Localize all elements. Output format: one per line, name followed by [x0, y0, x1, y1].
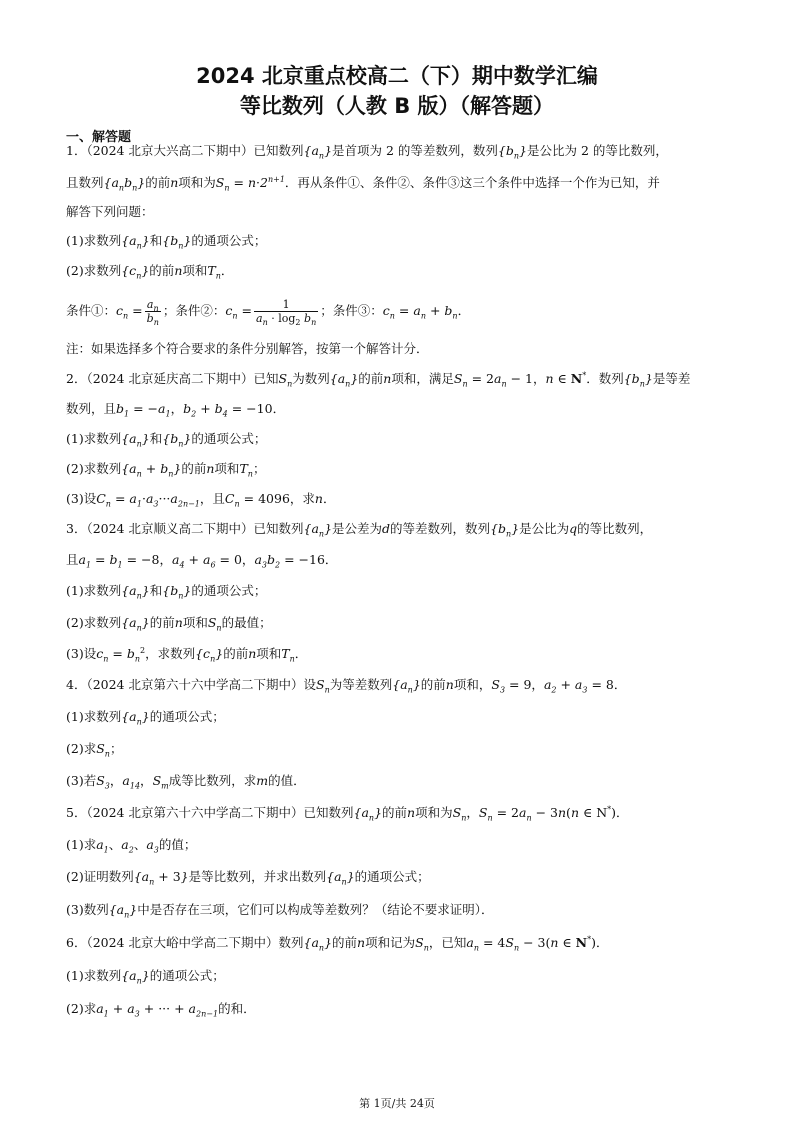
problem-4-line-1: 4．（2024 北京第六十六中学高二下期中）设$S_n$为等差数列$\{a_n\}$的前n项和，$S_3 = 9$，$a_2 + a_3 = 8$．	[66, 677, 627, 695]
problem-1-line-1: 1．（2024 北京大兴高二下期中）已知数列$\{a_n\}$是首项为 2 的等差数列，数列$\{b_n\}$是公比为 2 的等比数列，	[66, 143, 668, 161]
problem-3-question-2: (2)求数列$\{a_n\}$的前n项和$S_n$的最值；	[66, 615, 272, 633]
problem-1-note: 注：如果选择多个符合要求的条件分别解答，按第一个解答计分．	[66, 341, 429, 356]
problem-6-question-2: (2)求$a_1 + a_3$ + ··· + $a_{2n-1}$的和．	[66, 1001, 256, 1019]
problem-1-line-2: 且数列$\{a_nb_n\}$的前n项和为$S_n = n\cdot 2^{n+1}$．再从条件①、条件②、条件③这三个条件中选择一个作为已知，并	[66, 174, 660, 193]
problem-3-line-2: 且$a_1 = b_1 = -8$，$a_4 + a_6 = 0$，$a_3b_2 = -16$．	[66, 552, 338, 570]
problem-1-line-3: 解答下列问题：	[66, 204, 154, 219]
problem-2-line-2: 数列，且$b_1 = -a_1$，$b_2 + b_4 = -10$．	[66, 401, 286, 419]
problem-3-question-1: (1)求数列$\{a_n\}$和$\{b_n\}$的通项公式；	[66, 583, 267, 601]
problem-2-question-1: (1)求数列$\{a_n\}$和$\{b_n\}$的通项公式；	[66, 431, 267, 449]
problem-5-line-1: 5．（2024 北京第六十六中学高二下期中）已知数列$\{a_n\}$的前n项和为$S_n$，$S_n = 2a_n - 3n(n$ ∈ N*)．	[66, 804, 629, 823]
problem-3-line-1: 3．（2024 北京顺义高二下期中）已知数列$\{a_n\}$是公差为d的等差数列，数列$\{b_n\}$是公比为q的等比数列，	[66, 521, 653, 539]
problem-1-question-2: (2)求数列$\{c_n\}$的前n项和$T_n$．	[66, 263, 234, 281]
problem-5-question-1: (1)求$a_1$、$a_2$、$a_3$的值；	[66, 837, 197, 855]
problem-2-question-3: (3)设$C_n = a_1\cdot a_3\cdot\cdot\cdot a_{2n-1}$，且$C_n = 4096$，求n．	[66, 491, 336, 509]
problem-2-question-2: (2)求数列$\{a_n + b_n\}$的前n项和$T_n$；	[66, 461, 266, 479]
problem-1-conditions: 条件①：$c_n$ = $\frac{a_n}{b_n}$ ；条件②：$c_n$ = $\frac{1}{a_n \cdot \log_2 b_n}$ ；条件③：$c_n = a_n + b_n$．	[66, 298, 471, 328]
problem-3-question-3: (3)设$c_n = b_n^2$，求数列$\{c_n\}$的前n项和$T_n$．	[66, 645, 308, 664]
page-title: 2024 北京重点校高二（下）期中数学汇编	[196, 64, 598, 88]
problem-6-question-1: (1)求数列$\{a_n\}$的通项公式；	[66, 968, 225, 986]
problem-4-question-1: (1)求数列$\{a_n\}$的通项公式；	[66, 709, 225, 727]
page-footer: 第 1页/共 24页	[359, 1097, 435, 1110]
problem-5-question-3: (3)数列$\{a_n\}$中是否存在三项，它们可以构成等差数列？（结论不要求证明）．	[66, 902, 494, 920]
problem-4-question-3: (3)若$S_3$，$a_{14}$，$S_m$成等比数列，求m的值．	[66, 773, 306, 791]
problem-5-question-2: (2)证明数列$\{a_n + 3\}$是等比数列，并求出数列$\{a_n\}$的通项公式；	[66, 869, 430, 887]
problem-1-question-1: (1)求数列$\{a_n\}$和$\{b_n\}$的通项公式；	[66, 233, 267, 251]
problem-2-line-1: 2．（2024 北京延庆高二下期中）已知$S_n$为数列$\{a_n\}$的前n项和，满足$S_n = 2a_n - 1$，n ∈ N*．数列$\{b_n\}$是等差	[66, 370, 691, 389]
page-subtitle: 等比数列（人教 B 版）（解答题）	[239, 94, 555, 118]
problem-4-question-2: (2)求$S_n$；	[66, 741, 123, 759]
problem-6-line-1: 6．（2024 北京大峪中学高二下期中）数列$\{a_n\}$的前n项和记为$S_n$，已知$a_n = 4S_n - 3(n$ ∈ N*)．	[66, 934, 609, 953]
section-heading: 一、解答题	[66, 130, 132, 145]
